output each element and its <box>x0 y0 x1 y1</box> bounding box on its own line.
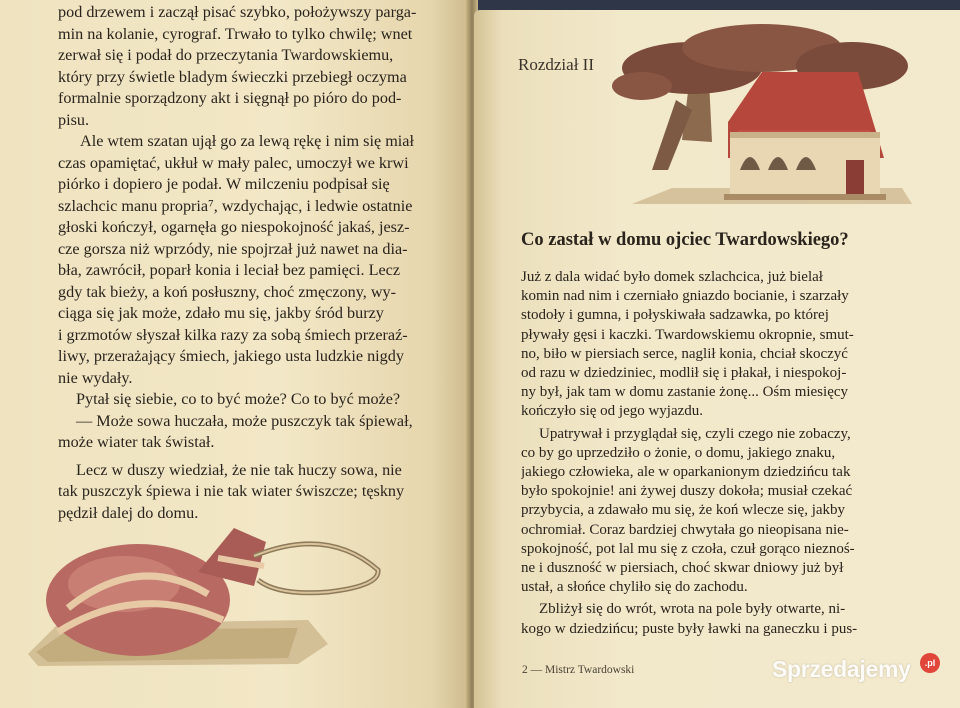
section-heading: Co zastał w domu ojciec Twardowskiego? <box>521 230 849 250</box>
text-line: formalnie sporządzony akt i sięgnął po pióro do pod- <box>58 89 402 107</box>
watermark-logo: Sprzedajemy <box>772 656 911 682</box>
text-line: ciąga się jak może, zdało mu się, jakby śród burzy <box>58 304 384 322</box>
watermark-badge: .pl <box>920 653 940 673</box>
text-line: piórko i dopiero je podał. W milczeniu podpisał się <box>58 175 390 193</box>
text-line: kogo w dziedzińcu; puste były ławki na ganeczku i pus- <box>521 620 858 637</box>
text-line: komin nad nim i czerniało gniazdo bocianie, i szarzały <box>521 288 849 305</box>
text-line: zerwał się i podał do przeczytania Twardowskiemu, <box>58 46 394 64</box>
text-line: min na kolanie, cyrograf. Trwało to tylko chwilę; wnet <box>58 24 413 43</box>
text-line: Już z dala widać było domek szlachcica, już bielał <box>521 269 823 285</box>
text-line: pędził dalej do domu. <box>58 503 199 522</box>
text-line: no, biło w piersiach serce, naglił konia, chciał skoczyć <box>521 345 848 362</box>
house-under-tree-illustration <box>612 20 912 210</box>
text-line: liwy, przerażający śmiech, jakiego usta ludzkie nigdy <box>58 347 404 365</box>
page-footer: 2 — Mistrz Twardowski <box>522 664 635 676</box>
text-line: Pytał się siebie, co to być może? Co to być może? <box>76 390 401 408</box>
text-line: cze gorsza niż wprzódy, nie spojrzał już nawet na dia- <box>58 239 408 258</box>
text-line: szlachcic manu propria⁷, wzdychając, i ledwie ostatnie <box>58 196 413 215</box>
text-line: ny był, jak tam w domu zastanie żonę... Ośm miesięcy <box>521 384 849 401</box>
left-page-text <box>58 2 462 524</box>
text-line: — Może sowa huczała, może puszczyk tak śpiewał, <box>76 411 413 430</box>
text-line: co by go uprzedziło o żonie, o domu, jakiego znaku, <box>521 444 836 461</box>
text-line: jakiego człowieka, ale w oparkanionym dziedzińcu tak <box>521 464 851 481</box>
text-line: spokojność, pot lal mu się z czoła, czuł gorąco nieznoś- <box>521 540 855 557</box>
text-line: było spokojnie! ani żywej duszy dokoła; musiał czekać <box>521 483 853 500</box>
text-line: czas opamiętać, ukłuł w mały palec, umoczył we krwi <box>58 153 409 172</box>
text-line: tak puszczyk śpiewa i nie tak wiater świszcze; tęskny <box>58 482 405 500</box>
text-line: gdy tak bieży, a koń posłuszny, choć zmęczony, wy- <box>58 282 397 301</box>
text-line: nie wydały. <box>58 368 133 387</box>
chapter-label: Rozdział II <box>518 55 594 74</box>
text-line: Zbliżył się do wrót, wrota na pole były otwarte, ni- <box>539 601 846 618</box>
text-line: stodoły i gumna, i połyskiwała sadzawka, po której <box>521 307 829 324</box>
right-page-text <box>521 268 933 639</box>
text-line: pod drzewem i zaczął pisać szybko, położywszy parga- <box>58 3 417 21</box>
text-line: Upatrywał i przyglądał się, czyli czego nie zobaczy, <box>539 425 851 442</box>
text-line: pisu. <box>58 110 90 129</box>
text-line: ne i duszność w piersiach, choć skwar dniowy już był <box>521 560 844 577</box>
text-line: ochromiał. Coraz bardziej chwytała go nieopisana nie- <box>521 521 849 538</box>
text-line: może wiater tak świstał. <box>58 433 215 451</box>
text-line: Lecz w duszy wiedział, że nie tak huczy sowa, nie <box>76 460 402 479</box>
text-line: pływały gęsi i kaczki. Twardowskiemu okropnie, smut- <box>521 326 854 343</box>
text-line: od razu w dziedziniec, modlił się i płakał, i niespokoj- <box>521 365 847 382</box>
text-line: głoski kończył, ogarnęła go niespokojność jakaś, jesz- <box>58 218 410 236</box>
text-line: który przy świetle bladym świeczki przebiegł oczyma <box>58 67 407 86</box>
text-line: kończyło się od jego wyjazdu. <box>521 403 704 420</box>
left-page <box>0 0 470 708</box>
text-line: ustał, a słońce chyliło się do zachodu. <box>521 579 748 596</box>
text-line: i grzmotów słyszał kilka razy za sobą śmiech przeraź- <box>58 325 408 344</box>
sack-with-rope-illustration <box>28 512 388 668</box>
text-line: bła, zawrócił, poparł konia i leciał bez pamięci. Lecz <box>58 261 401 279</box>
text-line: przybycia, a zdawało mu się, że koń wlecze się, jakby <box>521 502 846 519</box>
text-line: Ale wtem szatan ujął go za lewą rękę i nim się miał <box>80 132 414 150</box>
